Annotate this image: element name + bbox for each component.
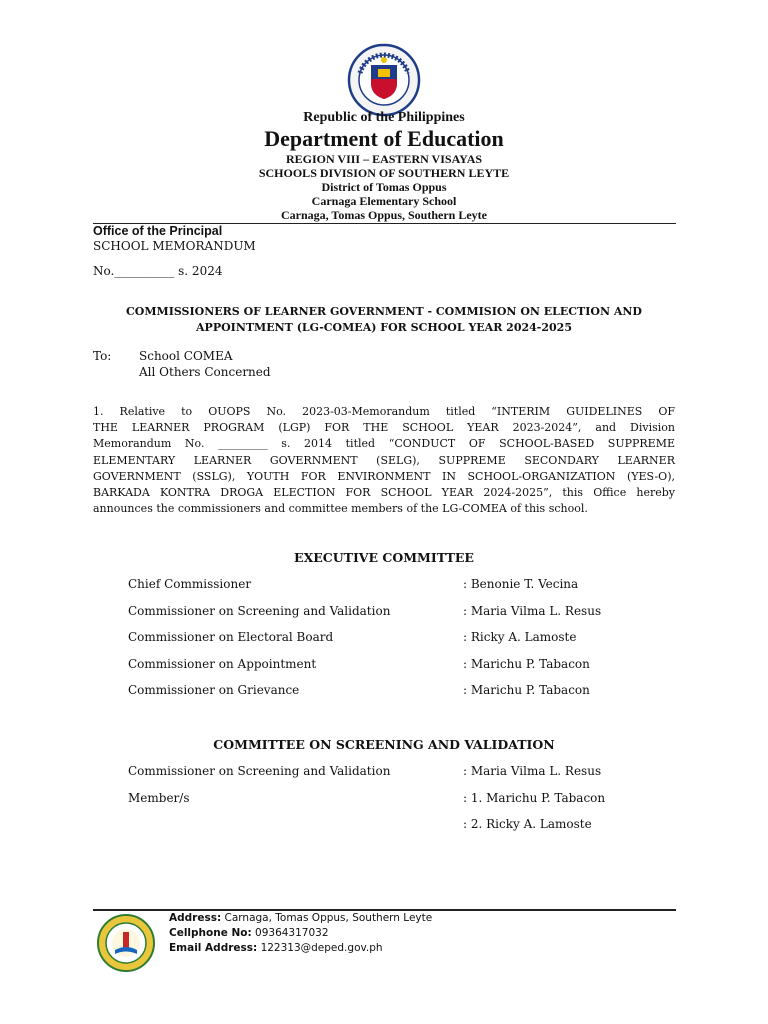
executive-committee-heading: EXECUTIVE COMMITTEE (294, 550, 474, 565)
exec-role: Commissioner on Screening and Validation (128, 604, 391, 618)
exec-name: : Benonie T. Vecina (463, 577, 579, 591)
office-label: Office of the Principal (93, 224, 223, 238)
exec-name: : Marichu P. Tabacon (463, 683, 590, 697)
screening-committee-heading: COMMITTEE ON SCREENING AND VALIDATION (213, 737, 555, 752)
exec-role: Commissioner on Appointment (128, 657, 317, 671)
screening-name: : 1. Marichu P. Tabacon (463, 791, 606, 805)
memo-title-line1: COMMISSIONERS OF LEARNER GOVERNMENT - COMMISION ON ELECTION AND (126, 305, 642, 318)
exec-name: : Maria Vilma L. Resus (463, 604, 602, 618)
to-recipient-2: All Others Concerned (139, 365, 271, 379)
paragraph-line: GOVERNMENT (SSLG), YOUTH FOR ENVIRONMENT IN SCHOOL-ORGANIZATION (YES-O), (93, 469, 675, 483)
header-region: REGION VIII – EASTERN VISAYAS (285, 152, 483, 166)
memo-number: No.__________ s. 2024 (93, 264, 223, 278)
exec-name: : Ricky A. Lamoste (463, 630, 577, 644)
paragraph-line: 1. Relative to OUOPS No. 2023-03-Memorandum titled “INTERIM GUIDELINES OF (93, 405, 675, 418)
footer-address-label: Address: (169, 912, 222, 924)
screening-name: : Maria Vilma L. Resus (463, 764, 602, 778)
paragraph-line: BARKADA KONTRA DROGA ELECTION FOR SCHOOL YEAR 2024-2025”, this Office hereby (93, 486, 675, 500)
body-paragraph (93, 404, 675, 517)
paragraph-line: THE LEARNER PROGRAM (LGP) FOR THE SCHOOL YEAR 2023-2024”, and Division (93, 421, 675, 435)
footer-phone (169, 926, 432, 941)
footer-phone-label: Cellphone No: (169, 927, 252, 939)
footer-address (169, 911, 432, 926)
to-label: To: (93, 349, 112, 363)
screening-name: : 2. Ricky A. Lamoste (463, 817, 592, 831)
screening-role: Member/s (128, 791, 190, 805)
to-recipient-1: School COMEA (139, 349, 233, 363)
header-country: Republic of the Philippines (303, 110, 465, 125)
paragraph-line: ELEMENTARY LEARNER GOVERNMENT (SELG), SUPPREME SECONDARY LEARNER (93, 453, 675, 467)
exec-role: Commissioner on Electoral Board (128, 630, 334, 644)
footer-email-value: 122313@deped.gov.ph (260, 942, 383, 954)
header-division: SCHOOLS DIVISION OF SOUTHERN LEYTE (258, 166, 510, 180)
footer-contact (169, 911, 432, 956)
footer-phone-value: 09364317032 (255, 927, 329, 939)
memo-type: SCHOOL MEMORANDUM (93, 239, 256, 253)
paragraph-line: Memorandum No. _________ s. 2014 titled “CONDUCT OF SCHOOL-BASED SUPPREME (93, 437, 675, 451)
memo-title-line2: APPOINTMENT (LG-COMEA) FOR SCHOOL YEAR 2024-2025 (196, 321, 572, 334)
school-logo (97, 914, 155, 972)
exec-role: Commissioner on Grievance (128, 683, 300, 697)
exec-role: Chief Commissioner (128, 577, 252, 591)
footer-email (169, 941, 432, 956)
header-department: Department of Education (264, 126, 504, 151)
header-address: Carnaga, Tomas Oppus, Southern Leyte (280, 208, 488, 222)
paragraph-line: announces the commissioners and committee members of the LG-COMEA of this school. (93, 502, 588, 516)
exec-name: : Marichu P. Tabacon (463, 657, 590, 671)
deped-seal-logo (347, 43, 421, 117)
footer-email-label: Email Address: (169, 942, 258, 954)
footer-address-value: Carnaga, Tomas Oppus, Southern Leyte (224, 912, 433, 924)
header-district: District of Tomas Oppus (321, 180, 447, 194)
screening-role: Commissioner on Screening and Validation (128, 764, 391, 778)
header-school: Carnaga Elementary School (311, 194, 457, 208)
